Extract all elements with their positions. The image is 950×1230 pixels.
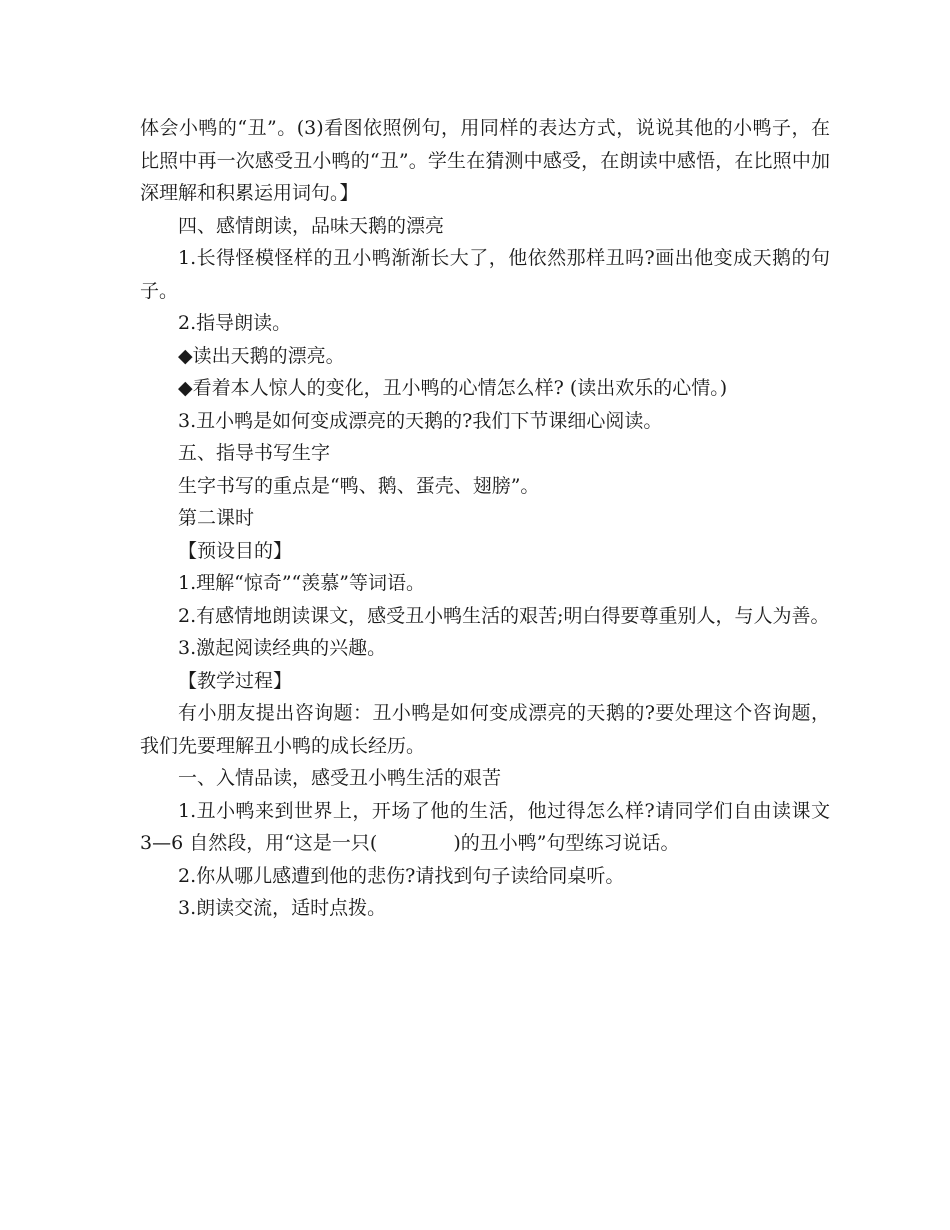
document-page [140,112,837,925]
paragraph-7: 3.丑小鸭是如何变成漂亮的天鹅的?我们下节课细心阅读。 [178,409,663,432]
paragraph-3: 1.长得怪模怪样的丑小鸭渐渐长大了，他依然那样丑吗?画出他变成天鹅的句子。 [140,247,830,302]
paragraph-16: 有小朋友提出咨询题：丑小鸭是如何变成漂亮的天鹅的?要处理这个咨询题，我们先要理解丑小鸭的成长经历。 [140,702,830,757]
paragraph-5: ◆读出天鹅的漂亮。 [178,344,345,367]
paragraph-14: 3.激起阅读经典的兴趣。 [178,637,387,659]
paragraph-6: ◆看着本人惊人的变化，丑小鸭的心情怎么样? (读出欢乐的心情。) [178,377,728,399]
paragraph-17: 一、入情品读，感受丑小鸭生活的艰苦 [178,767,502,789]
paragraph-11: 【预设目的】 [178,539,293,562]
paragraph-8: 五、指导书写生字 [178,442,331,464]
paragraph-15: 【教学过程】 [178,669,293,692]
paragraph-9: 生字书写的重点是“鸭、鹅、蛋壳、翅膀”。 [178,474,540,497]
paragraph-10: 第二课时 [178,507,255,529]
paragraph-20: 3.朗读交流，适时点拨。 [178,897,387,919]
paragraph-13: 2.有感情地朗读课文，感受丑小鸭生活的艰苦;明白得要尊重别人，与人为善。 [178,604,830,627]
paragraph-2: 四、感情朗读，品味天鹅的漂亮 [178,214,445,237]
paragraph-12: 1.理解“惊奇”“羡慕”等词语。 [178,572,425,594]
paragraph-19: 2.你从哪儿感遭到他的悲伤?请找到句子读给同桌听。 [178,864,625,887]
paragraph-18: 1.丑小鸭来到世界上，开场了他的生活，他过得怎么样?请同学们自由读课文 3—6 自然段，用“这是一只( )的丑小鸭”句型练习说话。 [140,799,837,854]
paragraph-1: 体会小鸭的“丑”。(3)看图依照例句，用同样的表达方式，说说其他的小鸭子，在比照中再一次感受丑小鸭的“丑”。学生在猜测中感受，在朗读中感悟，在比照中加深理解和积累运用词句。】 [140,117,830,204]
paragraph-4: 2.指导朗读。 [178,312,292,334]
